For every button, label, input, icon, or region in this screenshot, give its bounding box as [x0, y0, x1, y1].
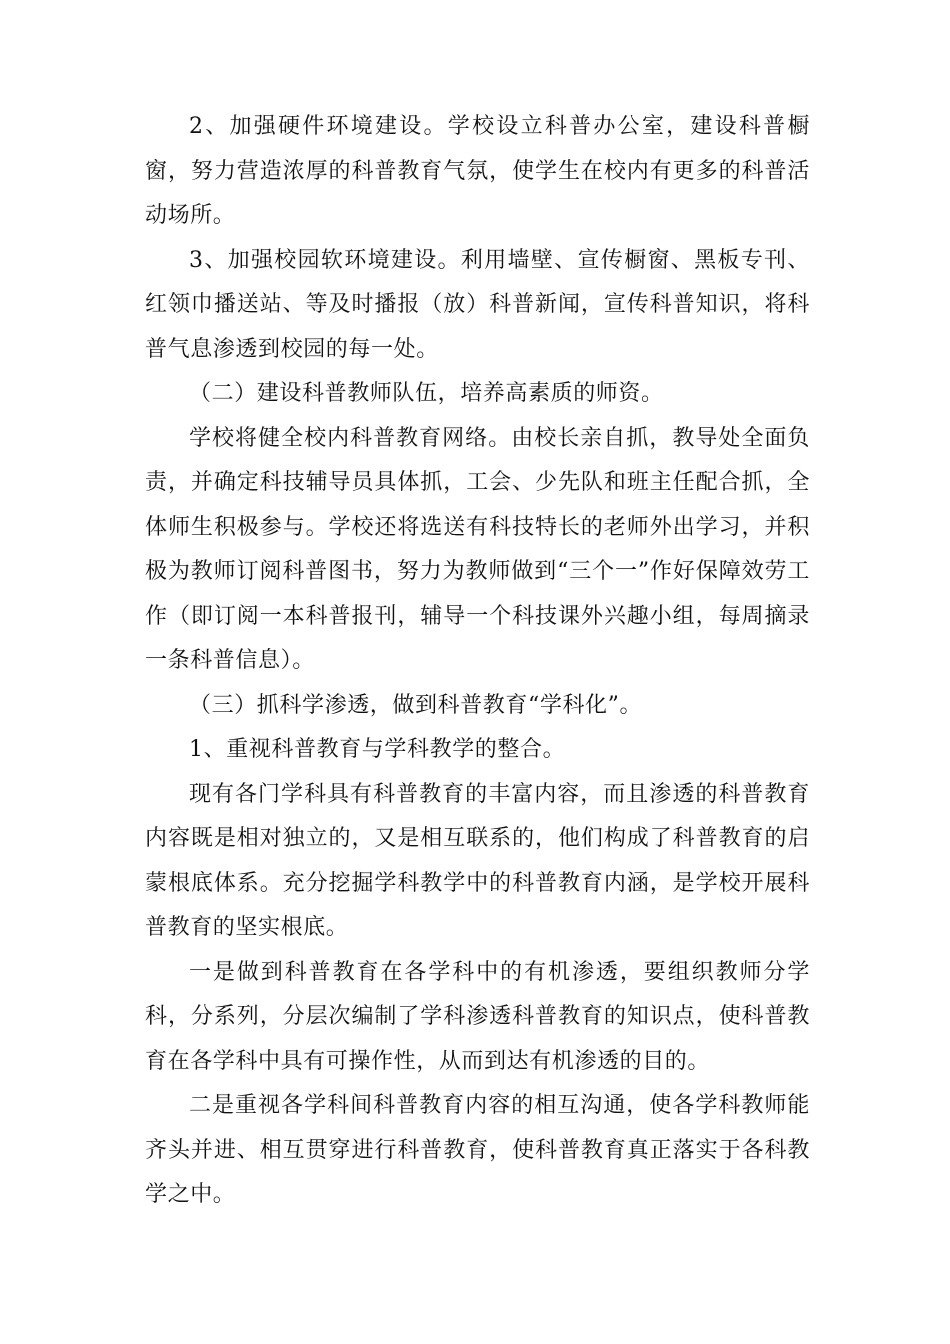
- paragraph-integration-heading: 1、重视科普教育与学科教学的整合。: [189, 737, 566, 762]
- paragraph-subject-content: 现有各门学科具有科普教育的丰富内容，而且渗透的科普教育内容既是相对独立的，又是相互联系的，他们构成了科普教育的启蒙根底体系。充分挖掘学科教学中的科普教育内涵，是学校开展科普教育的坚实根底。: [145, 781, 810, 940]
- paragraph-hardware-environment: 2、加强硬件环境建设。学校设立科普办公室，建设科普橱窗，努力营造浓厚的科普教育气氛，使学生在校内有更多的科普活动场所。: [145, 114, 810, 228]
- paragraph-point-two: 二是重视各学科间科普教育内容的相互沟通，使各学科教师能齐头并进、相互贯穿进行科普教育，使科普教育真正落实于各科教学之中。: [145, 1093, 810, 1207]
- paragraph-point-one: 一是做到科普教育在各学科中的有机渗透，要组织教师分学科，分系列，分层次编制了学科渗透科普教育的知识点，使科普教育在各学科中具有可操作性，从而到达有机渗透的目的。: [145, 959, 810, 1074]
- paragraph-teacher-team: 学校将健全校内科普教育网络。由校长亲自抓，教导处全面负责，并确定科技辅导员具体抓，工会、少先队和班主任配合抓，全体师生积极参与。学校还将选送有科技特长的老师外出学习，并积极为教师订阅科普图书，努力为教师做到“三个一”作好保障效劳工作（即订阅一本科普报刊，辅导一个科技课外兴趣小组，每周摘录一条科普信息）。: [145, 425, 810, 673]
- section-heading-subject-integration: （三）抓科学渗透，做到科普教育“学科化”。: [189, 692, 643, 718]
- section-heading-teacher-team: （二）建设科普教师队伍，培养高素质的师资。: [189, 381, 664, 406]
- paragraph-soft-environment: 3、加强校园软环境建设。利用墙壁、宣传橱窗、黑板专刊、红领巾播送站、等及时播报（放）科普新闻，宣传科普知识，将科普气息渗透到校园的每一处。: [145, 247, 810, 362]
- document-body: [145, 105, 810, 1218]
